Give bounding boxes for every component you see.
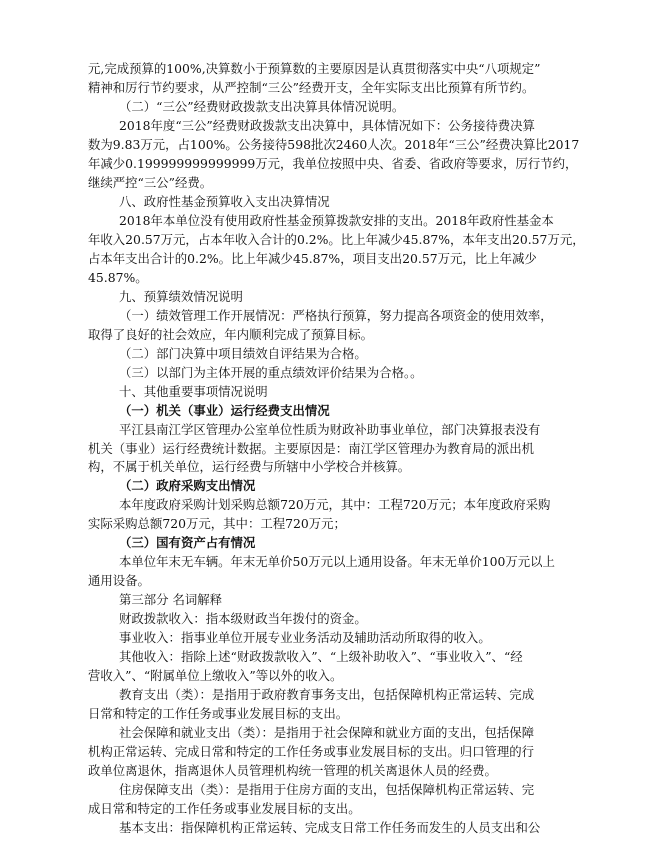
text-line: 住房保障支出（类）：是指用于住房方面的支出，包括保障机构正常运转、完	[119, 782, 535, 797]
text-line: （一）绩效管理工作开展情况：严格执行预算，努力提高各项资金的使用效率，	[119, 308, 553, 323]
text-line: 事业收入：指事业单位开展专业业务活动及辅助活动所取得的收入。	[119, 630, 491, 645]
text-line: 实际采购总额720万元，其中：工程720万元；	[88, 516, 346, 531]
text-line: 数为9.83万元，占100%。公务接待598批次2460人次。2018年“三公”经费决算比2017	[88, 137, 580, 152]
text-line: 营收入”、“附属单位上缴收入”等以外的收入。	[88, 668, 343, 683]
text-line: 占本年支出合计的0.2%。比上年减少45.87%，项目支出20.57万元，比上年减少	[88, 251, 537, 266]
text-line: 本年度政府采购计划采购总额720万元，其中：工程720万元；本年度政府采购	[119, 497, 551, 512]
subsection-heading: （一）机关（事业）运行经费支出情况	[119, 403, 330, 418]
text-line: 日常和特定的工作任务或事业发展目标的支出。	[88, 706, 349, 721]
text-line: 社会保障和就业支出（类）：是指用于社会保障和就业方面的支出，包括保障	[119, 725, 535, 740]
section-heading: 十、其他重要事项情况说明	[119, 384, 268, 399]
part-heading: 第三部分 名词解释	[119, 592, 223, 607]
text-line: 政单位离退休，指离退休人员管理机构统一管理的机关离退休人员的经费。	[88, 763, 497, 778]
text-line: 机关（事业）运行经费统计数据。主要原因是：南江学区管理办为教育局的派出机	[88, 441, 535, 456]
text-line: 继续严控“三公”经费。	[88, 175, 213, 190]
text-line: 取得了良好的社会效应，年内顺利完成了预算目标。	[88, 327, 373, 342]
text-line: （三）以部门为主体开展的重点绩效评价结果为合格。。	[119, 365, 423, 380]
text-line: 财政拨款收入：指本级财政当年拨付的资金。	[119, 611, 367, 626]
text-line: 教育支出（类）：是指用于政府教育事务支出，包括保障机构正常运转、完成	[119, 687, 535, 702]
text-line: 2018年本单位没有使用政府性基金预算拨款安排的支出。2018年政府性基金本	[119, 213, 554, 228]
text-line: 通用设备。	[88, 573, 150, 588]
text-line: 成日常和特定的工作任务或事业发展目标的支出。	[88, 801, 361, 816]
text-line: 45.87%。	[88, 270, 148, 285]
text-line: 年收入20.57万元，占本年收入合计的0.2%。比上年减少45.87%，本年支出20.57万元，	[88, 232, 585, 247]
text-line: 元,完成预算的100%,决算数小于预算数的主要原因是认真贯彻落实中央“八项规定”	[88, 61, 541, 76]
text-line: 平江县南江学区管理办公室单位性质为财政补助事业单位，部门决算报表没有	[119, 422, 541, 437]
text-line: 年减少0.199999999999999万元，我单位按照中央、省委、省政府等要求，厉行节约，	[88, 156, 578, 171]
subsection-heading: （三）国有资产占有情况	[119, 535, 256, 550]
text-line: （二）部门决算中项目绩效自评结果为合格。	[119, 346, 367, 361]
text-line: 构，不属于机关单位，运行经费与所辖中小学校合并核算。	[88, 459, 411, 474]
text-line: 其他收入：指除上述“财政拨款收入”、“上级补助收入”、“事业收入”、“经	[119, 649, 523, 664]
text-line: 基本支出：指保障机构正常运转、完成支日常工作任务而发生的人员支出和公	[119, 820, 541, 835]
text-line: 精神和厉行节约要求，从严控制“三公”经费开支，全年实际支出比预算有所节约。	[88, 80, 535, 95]
text-line: 2018年度“三公”经费财政拨款支出决算中，具体情况如下：公务接待费决算	[119, 118, 535, 133]
section-heading: 九、预算绩效情况说明	[119, 289, 243, 304]
text-line: 机构正常运转、完成日常和特定的工作任务或事业发展目标的支出。归口管理的行	[88, 744, 535, 759]
text-line: 本单位年末无车辆。年末无单价50万元以上通用设备。年末无单价100万元以上	[119, 554, 555, 569]
section-heading: 八、政府性基金预算收入支出决算情况	[119, 194, 330, 209]
subsection-heading: （二）政府采购支出情况	[119, 478, 256, 493]
text-line: （二）“三公”经费财政拨款支出决算具体情况说明。	[119, 99, 405, 114]
